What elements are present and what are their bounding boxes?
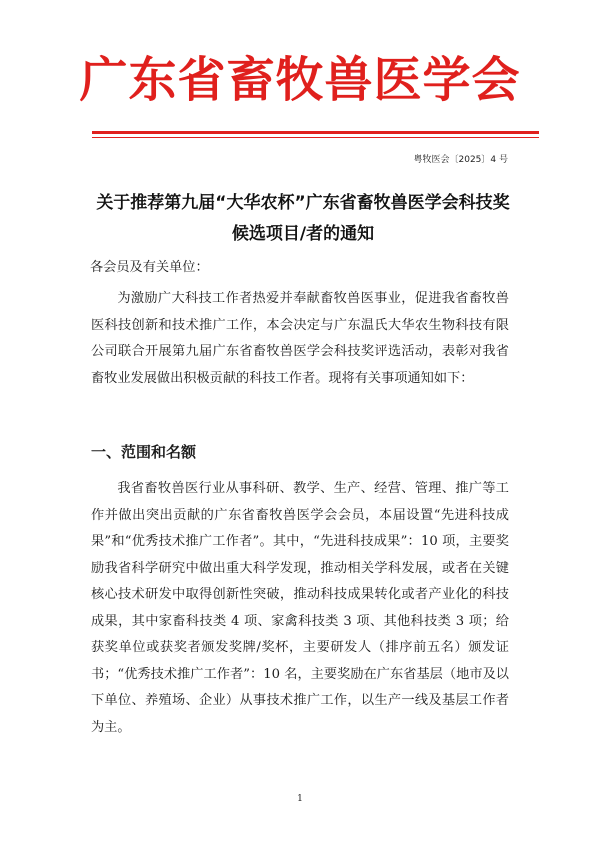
letterhead-rule-thick [92, 131, 539, 134]
letterhead-rule-thin [92, 137, 539, 138]
section-heading-scope: 一、范围和名额 [91, 443, 197, 461]
letterhead-org-name: 广东省畜牧兽医学会 [79, 52, 521, 108]
salutation: 各会员及有关单位： [90, 260, 209, 275]
page-number: 1 [297, 794, 303, 804]
document-number: 粤牧医会〔2025〕4 号 [413, 155, 508, 165]
section-body-scope: 我省畜牧兽医行业从事科研、教学、生产、经营、管理、推广等工作并做出突出贡献的广东省畜牧兽医学会会员，本届设置“先进科技成果”和“优秀技术推广工作者”。其中，“先进科技成果”：10 项，主要奖励我省科学研究中做出重大科学发现，推动相关学科发展，或者在关键核心技术研发中取得创新性突破，推动科技成果转化或者产业化的科技成果，其中家畜科技类 4 项、家禽科技类 3 项、其他科技类 3 项；给获奖单位或获奖者颁发奖牌/奖杯，主要研发人（排序前五名）颁发证书；“优秀技术推广工作者”：10 名，主要奖励在广东省基层（地市及以下单位、养殖场、企业）从事技术推广工作，以生产一线及基层工作者为主。 [91, 481, 509, 735]
document-title: 关于推荐第九届“大华农杯”广东省畜牧兽医学会科技奖候选项目/者的通知 [96, 193, 510, 244]
intro-paragraph: 为激励广大科技工作者热爱并奉献畜牧兽医事业，促进我省畜牧兽医科技创新和技术推广工作，本会决定与广东温氏大华农生物科技有限公司联合开展第九届广东省畜牧兽医学会科技奖评选活动，表彰对我省畜牧业发展做出积极贡献的科技工作者。现将有关事项通知如下： [91, 291, 509, 386]
